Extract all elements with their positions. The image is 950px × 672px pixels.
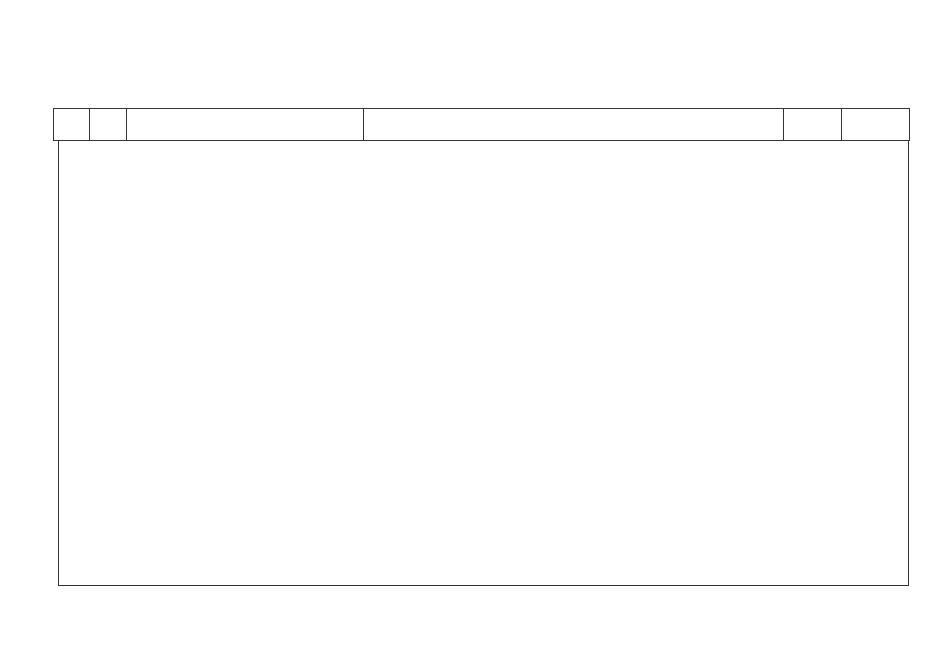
divider [89,108,90,141]
record-grid [58,140,909,586]
divider [783,108,784,141]
divider [841,108,842,141]
divider [363,108,364,141]
header-band [53,108,910,141]
divider [126,108,127,141]
